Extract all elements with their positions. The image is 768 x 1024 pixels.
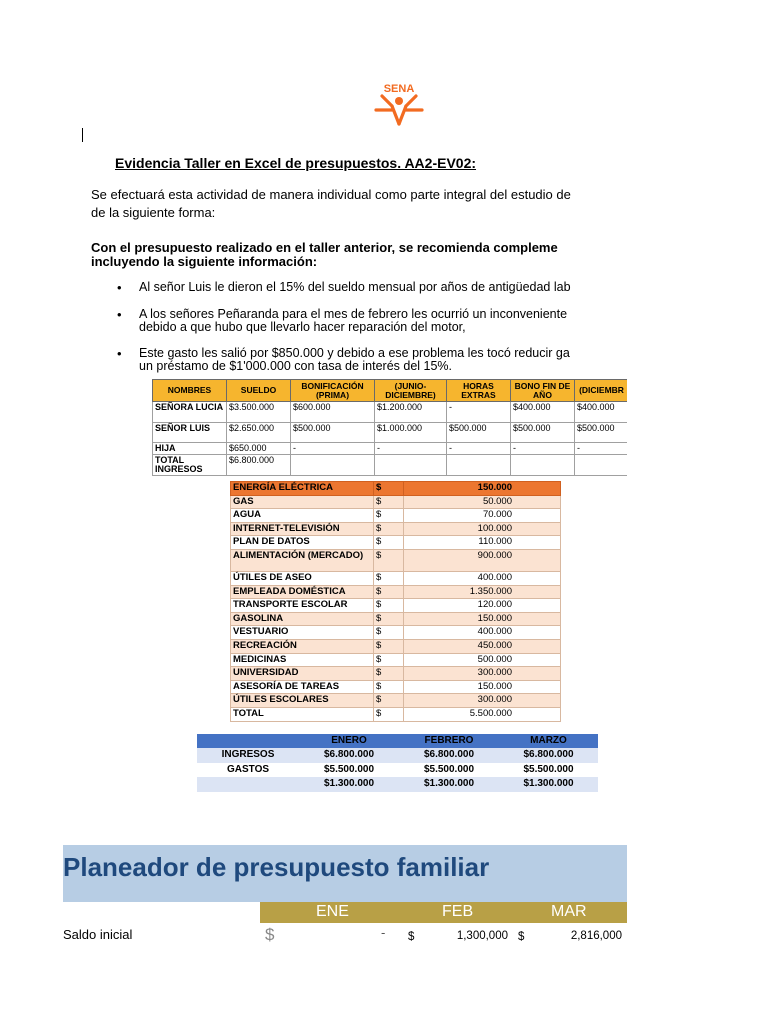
column-header: (JUNIO- DICIEMBRE) xyxy=(375,380,447,402)
table-cell: $500.000 xyxy=(291,423,375,443)
table-row xyxy=(231,495,561,509)
table-cell: 120.000 xyxy=(404,599,561,613)
planner-title: Planeador de presupuesto familiar xyxy=(63,852,490,882)
column-header: ENERO xyxy=(299,734,399,748)
column-header: NOMBRES xyxy=(153,380,227,402)
income-table-wrapper xyxy=(152,379,627,476)
table-cell: 50.000 xyxy=(404,495,561,509)
table-cell: VESTUARIO xyxy=(231,626,374,640)
table-cell: EMPLEADA DOMÉSTICA xyxy=(231,585,374,599)
table-cell: $ xyxy=(374,680,404,694)
table-cell: MEDICINAS xyxy=(231,653,374,667)
table-row xyxy=(197,763,598,778)
mar-currency: $ xyxy=(518,931,525,943)
column-header: BONIFICACIÓN (PRIMA) xyxy=(291,380,375,402)
table-cell: $6.800.000 xyxy=(399,748,499,763)
table-cell xyxy=(291,455,375,476)
bold-paragraph-line-1: Con el presupuesto realizado en el taller anterior, se recomienda compleme xyxy=(91,240,558,255)
table-cell: SEÑOR LUIS xyxy=(153,423,227,443)
table-cell: $400.000 xyxy=(511,402,575,423)
table-cell: $ xyxy=(374,639,404,653)
table-cell: $ xyxy=(374,585,404,599)
table-cell: $5.500.000 xyxy=(299,763,399,778)
table-row xyxy=(231,639,561,653)
table-row xyxy=(231,536,561,550)
table-cell xyxy=(575,455,628,476)
table-cell: $650.000 xyxy=(227,443,291,455)
logo-text: SENA xyxy=(383,83,415,95)
table-row xyxy=(231,612,561,626)
column-header xyxy=(197,734,299,748)
table-cell: $6.800.000 xyxy=(499,748,598,763)
table-cell: 70.000 xyxy=(404,509,561,523)
bullet-dot: • xyxy=(117,280,122,295)
table-row xyxy=(231,653,561,667)
table-row xyxy=(231,626,561,640)
table-cell: $ xyxy=(374,482,404,496)
table-row xyxy=(231,667,561,681)
table-cell xyxy=(447,455,511,476)
table-cell: $500.000 xyxy=(447,423,511,443)
bullet-3-line-1: Este gasto les salió por $850.000 y debido a ese problema les tocó reducir ga xyxy=(139,347,570,360)
table-row xyxy=(231,509,561,523)
table-cell: $3.500.000 xyxy=(227,402,291,423)
column-header: BONO FIN DE AÑO xyxy=(511,380,575,402)
sena-logo xyxy=(368,80,430,130)
table-row xyxy=(197,777,598,792)
table-row xyxy=(231,694,561,708)
table-cell: - xyxy=(447,402,511,423)
bullet-1-line-1: Al señor Luis le dieron el 15% del sueldo mensual por años de antigüedad lab xyxy=(139,281,571,294)
mar-value: 2,816,000 xyxy=(570,930,622,942)
table-cell: $500.000 xyxy=(575,423,628,443)
table-row xyxy=(231,571,561,585)
table-cell: $400.000 xyxy=(575,402,628,423)
table-row xyxy=(231,482,561,496)
table-cell xyxy=(511,455,575,476)
table-cell: $2.650.000 xyxy=(227,423,291,443)
table-cell: - xyxy=(291,443,375,455)
bullet-2-line-1: A los señores Peñaranda para el mes de febrero les ocurrió un inconveniente xyxy=(139,308,568,321)
month-feb: FEB xyxy=(442,903,474,920)
feb-currency: $ xyxy=(408,931,415,943)
table-row xyxy=(231,599,561,613)
table-cell: $ xyxy=(374,707,404,721)
column-header: FEBRERO xyxy=(399,734,499,748)
table-cell: INGRESOS xyxy=(197,748,299,763)
table-row xyxy=(231,585,561,599)
table-cell: 400.000 xyxy=(404,626,561,640)
table-cell: ALIMENTACIÓN (MERCADO) xyxy=(231,549,374,571)
bold-paragraph-line-2: incluyendo la siguiente información: xyxy=(91,254,318,269)
table-cell: 400.000 xyxy=(404,571,561,585)
table-cell: $ xyxy=(374,509,404,523)
column-header: (DICIEMBR xyxy=(575,380,628,402)
table-row xyxy=(153,402,628,423)
table-cell: - xyxy=(575,443,628,455)
expenses-table xyxy=(230,481,561,722)
table-cell: TOTAL xyxy=(231,707,374,721)
income-table xyxy=(152,379,627,476)
table-cell: PLAN DE DATOS xyxy=(231,536,374,550)
summary-table xyxy=(197,734,598,792)
table-cell: ENERGÍA ELÉCTRICA xyxy=(231,482,374,496)
table-cell: 150.000 xyxy=(404,680,561,694)
table-cell: $6.800.000 xyxy=(227,455,291,476)
table-row xyxy=(153,455,628,476)
table-cell: GASTOS xyxy=(197,763,299,778)
table-cell: $ xyxy=(374,626,404,640)
bullet-2-line-2: debido a que hubo que llevarlo hacer reparación del motor, xyxy=(139,321,466,334)
table-cell: $5.500.000 xyxy=(499,763,598,778)
table-cell: $1.000.000 xyxy=(375,423,447,443)
table-cell: - xyxy=(447,443,511,455)
table-cell: $600.000 xyxy=(291,402,375,423)
table-cell: ÚTILES ESCOLARES xyxy=(231,694,374,708)
income-table-header xyxy=(153,380,628,402)
table-cell: 300.000 xyxy=(404,694,561,708)
table-cell: AGUA xyxy=(231,509,374,523)
planner-month-header xyxy=(260,902,627,923)
table-cell: ASESORÍA DE TAREAS xyxy=(231,680,374,694)
table-cell: GASOLINA xyxy=(231,612,374,626)
bullet-dot: • xyxy=(117,307,122,322)
table-cell: ÚTILES DE ASEO xyxy=(231,571,374,585)
table-cell xyxy=(197,777,299,792)
month-mar: MAR xyxy=(551,903,587,920)
table-cell: $ xyxy=(374,653,404,667)
table-cell: RECREACIÓN xyxy=(231,639,374,653)
table-cell: $ xyxy=(374,599,404,613)
table-cell: TOTAL INGRESOS xyxy=(153,455,227,476)
table-cell: 5.500.000 xyxy=(404,707,561,721)
table-cell: $ xyxy=(374,694,404,708)
table-row xyxy=(153,443,628,455)
saldo-inicial-label: Saldo inicial xyxy=(63,927,133,942)
table-row xyxy=(231,522,561,536)
table-cell xyxy=(375,455,447,476)
table-cell: HIJA xyxy=(153,443,227,455)
table-cell: $500.000 xyxy=(511,423,575,443)
table-row xyxy=(231,707,561,721)
table-cell: 150.000 xyxy=(404,612,561,626)
table-cell: UNIVERSIDAD xyxy=(231,667,374,681)
ene-value: - xyxy=(381,925,386,940)
bullet-dot: • xyxy=(117,346,122,361)
table-cell: $5.500.000 xyxy=(399,763,499,778)
bullet-3-line-2: un préstamo de $1'000.000 con tasa de interés del 15%. xyxy=(139,360,453,373)
table-cell: 900.000 xyxy=(404,549,561,571)
document-title: Evidencia Taller en Excel de presupuestos. AA2-EV02: xyxy=(115,155,477,171)
column-header: HORAS EXTRAS xyxy=(447,380,511,402)
table-cell: $1.300.000 xyxy=(299,777,399,792)
table-cell: $ xyxy=(374,522,404,536)
column-header: SUELDO xyxy=(227,380,291,402)
table-cell: 300.000 xyxy=(404,667,561,681)
table-cell: 150.000 xyxy=(404,482,561,496)
table-cell: SEÑORA LUCIA xyxy=(153,402,227,423)
table-cell: - xyxy=(511,443,575,455)
table-cell: TRANSPORTE ESCOLAR xyxy=(231,599,374,613)
table-cell: 500.000 xyxy=(404,653,561,667)
table-cell: 110.000 xyxy=(404,536,561,550)
table-cell: $6.800.000 xyxy=(299,748,399,763)
table-cell: $1.300.000 xyxy=(399,777,499,792)
table-cell: 1.350.000 xyxy=(404,585,561,599)
table-cell: $ xyxy=(374,495,404,509)
table-cell: INTERNET-TELEVISIÓN xyxy=(231,522,374,536)
table-cell: 100.000 xyxy=(404,522,561,536)
summary-header xyxy=(197,734,598,748)
table-cell: $ xyxy=(374,571,404,585)
table-cell: - xyxy=(375,443,447,455)
ene-currency: $ xyxy=(265,925,275,944)
feb-value: 1,300,000 xyxy=(456,930,508,942)
table-cell: $ xyxy=(374,667,404,681)
table-row xyxy=(231,549,561,571)
table-cell: 450.000 xyxy=(404,639,561,653)
table-row xyxy=(153,423,628,443)
table-row xyxy=(231,680,561,694)
intro-line-2: de la siguiente forma: xyxy=(91,205,216,220)
table-cell: $ xyxy=(374,612,404,626)
table-cell: GAS xyxy=(231,495,374,509)
table-cell: $1.300.000 xyxy=(499,777,598,792)
table-row xyxy=(197,748,598,763)
table-cell: $1.200.000 xyxy=(375,402,447,423)
month-ene: ENE xyxy=(316,903,349,920)
column-header: MARZO xyxy=(499,734,598,748)
text-cursor xyxy=(82,128,83,142)
table-cell: $ xyxy=(374,549,404,571)
table-cell: $ xyxy=(374,536,404,550)
intro-line-1: Se efectuará esta actividad de manera individual como parte integral del estudio de xyxy=(91,187,571,202)
